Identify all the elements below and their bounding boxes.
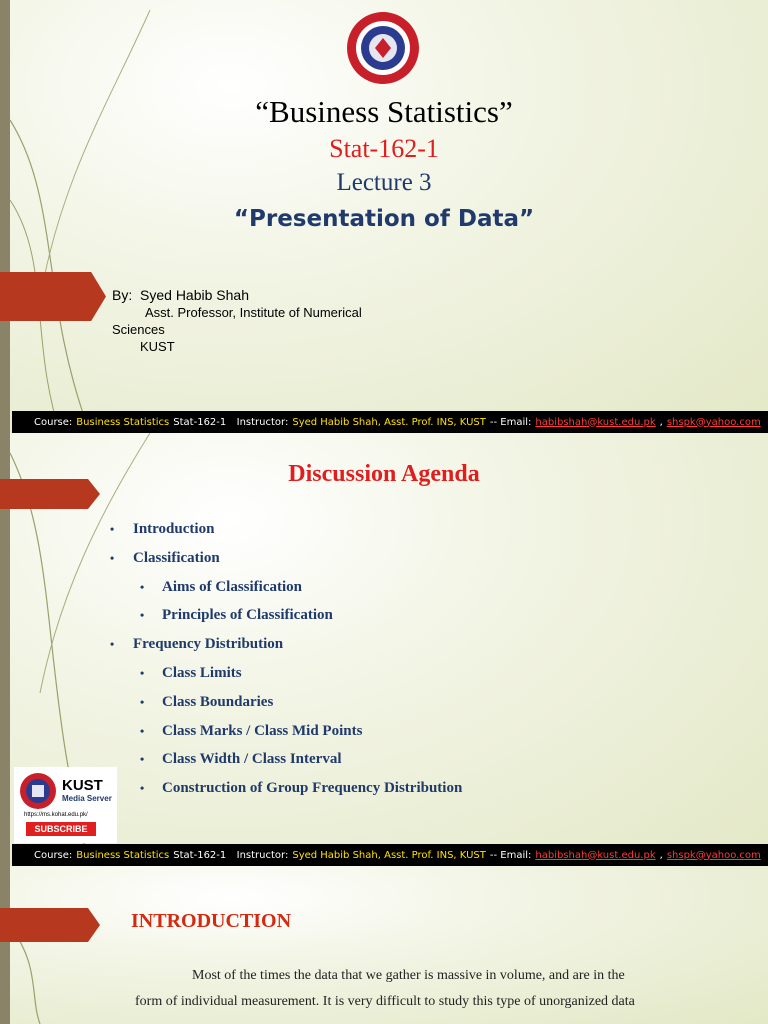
footer-email-link-2[interactable]: shspk@yahoo.com: [666, 849, 761, 861]
agenda-item: • Aims of Classification: [110, 573, 462, 602]
agenda-title: Discussion Agenda: [288, 461, 480, 487]
footer-instructor: Syed Habib Shah, Asst. Prof. INS, KUST: [292, 416, 486, 428]
author-name: Syed Habib Shah: [140, 287, 249, 303]
kust-media-badge[interactable]: [14, 767, 117, 843]
kust-badge-sub: Media Server: [62, 794, 112, 803]
slide-left-bar: [0, 866, 10, 1024]
subtitle: “Presentation of Data”: [233, 206, 535, 232]
role-line2: Sciences: [112, 322, 165, 337]
slide-footer: [12, 844, 768, 866]
footer-course-label: Course:: [34, 416, 73, 428]
footer-instructor-label: Instructor:: [236, 416, 289, 428]
footer-instructor-label: Instructor:: [236, 849, 289, 861]
kust-badge-logo: [18, 771, 58, 811]
agenda-item: • Frequency Distribution: [110, 630, 462, 659]
course-code: Stat-162-1: [329, 134, 439, 163]
agenda-item: • Class Marks / Class Mid Points: [110, 717, 462, 746]
intro-accent-tab: [0, 908, 100, 942]
footer-email-label: -- Email:: [489, 849, 532, 861]
footer-email-link[interactable]: habibshah@kust.edu.pk: [535, 849, 656, 861]
footer-instructor: Syed Habib Shah, Asst. Prof. INS, KUST: [292, 849, 486, 861]
footer-separator: ,: [659, 849, 663, 861]
kust-logo: [345, 10, 421, 86]
footer-course-code: Stat-162-1: [173, 416, 227, 428]
footer-separator: ,: [659, 416, 663, 428]
agenda-slide: [0, 433, 768, 866]
intro-paragraph-line2: form of individual measurement. It is very difficult to study this type of unorganized data: [135, 994, 635, 1009]
title-slide: [0, 0, 768, 433]
role-line1: Asst. Professor, Institute of Numerical: [145, 305, 362, 320]
kust-badge-url: https://ms.kohat.edu.pk/: [24, 812, 88, 818]
title: “Business Statistics”: [255, 94, 513, 129]
kust-badge-name: KUST: [62, 777, 103, 794]
footer-course-name: Business Statistics: [76, 849, 170, 861]
intro-title: INTRODUCTION: [131, 910, 292, 932]
footer-email-link-2[interactable]: shspk@yahoo.com: [666, 416, 761, 428]
institution: KUST: [140, 339, 175, 354]
footer-course-label: Course:: [34, 849, 73, 861]
lecture-number: Lecture 3: [336, 169, 432, 196]
footer-course-name: Business Statistics: [76, 416, 170, 428]
agenda-item: • Principles of Classification: [110, 601, 462, 630]
agenda-list: [110, 515, 462, 803]
agenda-item: • Class Boundaries: [110, 688, 462, 717]
author-line: [112, 287, 249, 303]
footer-course-code: Stat-162-1: [173, 849, 227, 861]
footer-email-label: -- Email:: [489, 416, 532, 428]
agenda-item: • Introduction: [110, 515, 462, 544]
agenda-item: • Classification: [110, 544, 462, 573]
slide-footer: [12, 411, 768, 433]
intro-paragraph-line1: Most of the times the data that we gather is massive in volume, and are in the: [192, 968, 625, 983]
agenda-item: • Construction of Group Frequency Distribution: [110, 774, 462, 803]
title-accent-tab: [0, 272, 106, 321]
agenda-item: • Class Limits: [110, 659, 462, 688]
by-label: By:: [112, 287, 133, 303]
footer-email-link[interactable]: habibshah@kust.edu.pk: [535, 416, 656, 428]
agenda-item: • Class Width / Class Interval: [110, 745, 462, 774]
subscribe-button[interactable]: SUBSCRIBE: [26, 822, 96, 836]
introduction-slide: [0, 866, 768, 1024]
